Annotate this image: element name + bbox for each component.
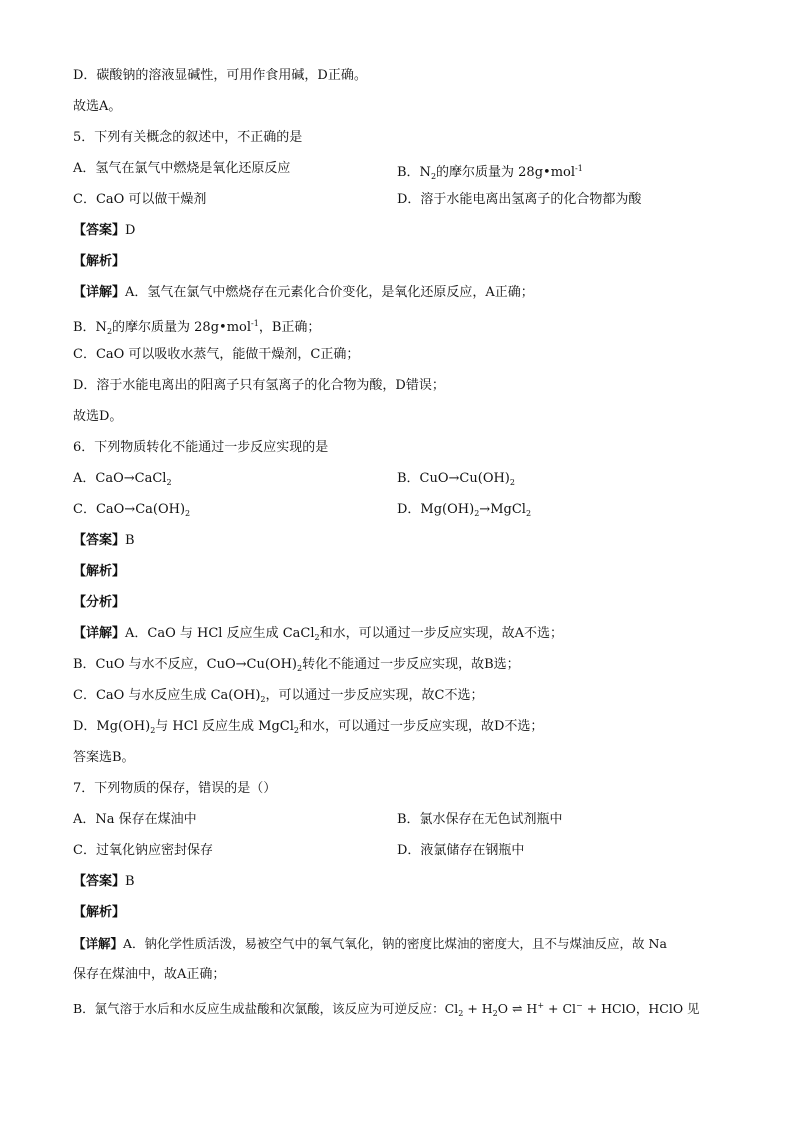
q6-analysis-label: 【解析】 (73, 564, 126, 579)
q7-detail-b: B．氯气溶于水后和水反应生成盐酸和次氯酸，该反应为可逆反应：$Cl_2 + H_2O$ ⇌ H+ + Cl− + HClO，HClO 见 (73, 1001, 700, 1018)
q7-analysis-label: 【解析】 (73, 905, 126, 920)
q7-option-d: D．液氯储存在钢瓶中 (397, 843, 525, 858)
q6-detail-d: D．$Mg(OH)_2$与 HCl 反应生成 MgCl$_2$和水，可以通过一步反应实现，故D不选； (73, 719, 544, 735)
q7-option-b: B．氯水保存在无色试剂瓶中 (397, 812, 563, 827)
q5-option-d: D．溶于水能电离出氢离子的化合物都为酸 (397, 192, 642, 207)
prev-option-d-text: D．碳酸钠的溶液显碱性，可用作食用碱，D正确。 (73, 68, 367, 83)
q5-option-a: A．氢气在氯气中燃烧是氧化还原反应 (73, 161, 291, 176)
q6-answer: 【答案】B (73, 533, 135, 548)
q5-option-c: C．CaO 可以做干燥剂 (73, 192, 207, 207)
q6-detail-b: B．CuO 与水不反应，$CuO\to Cu(OH)_2$转化不能通过一步反应实现，故B选； (73, 657, 520, 673)
q7-answer: 【答案】B (73, 874, 135, 889)
q5-answer-choice: 故选D。 (73, 409, 123, 424)
q6-option-b: B．$CuO\to Cu(OH)_2$ (397, 471, 515, 487)
q5-detail-a: 【详解】A．氢气在氯气中燃烧存在元素化合价变化，是氧化还原反应，A正确； (73, 285, 534, 300)
q5-detail-c: C．CaO 可以吸收水蒸气，能做干燥剂，C正确； (73, 347, 360, 362)
q5-answer: 【答案】D (73, 223, 136, 238)
q7-option-c: C．过氧化钠应密封保存 (73, 843, 213, 858)
q6-detail-a: 【详解】A．CaO 与 HCl 反应生成 CaCl$_2$和水，可以通过一步反应实现，故A不选； (73, 626, 564, 642)
q6-option-a: A．CaO→CaCl$_2$ (73, 471, 172, 487)
q6-option-d: D．$Mg(OH)_2\to MgCl_2$ (397, 502, 532, 518)
q5-detail-d: D．溶于水能电离出的阳离子只有氢离子的化合物为酸，D错误； (73, 378, 445, 393)
q7-option-a: A．Na 保存在煤油中 (73, 812, 197, 827)
q7-stem: 7．下列物质的保存，错误的是（） (73, 781, 277, 796)
q6-option-c: C．$CaO\to Ca(OH)_2$ (73, 502, 191, 518)
prev-answer-choice: 故选A。 (73, 99, 122, 114)
q7-detail-a-line1: 【详解】A．钠化学性质活泼，易被空气中的氧气氧化，钠的密度比煤油的密度大，且不与煤油反应，故 Na (73, 936, 667, 951)
q5-analysis-label: 【解析】 (73, 254, 126, 269)
q6-fenxi-label: 【分析】 (73, 595, 126, 610)
q5-stem: 5．下列有关概念的叙述中，不正确的是 (73, 130, 303, 145)
q6-stem: 6．下列物质转化不能通过一步反应实现的是 (73, 440, 329, 455)
q6-detail-c: C．CaO 与水反应生成 $Ca(OH)_2$，可以通过一步反应实现，故C不选； (73, 688, 484, 704)
q7-detail-a-line2: 保存在煤油中，故A正确； (73, 967, 226, 982)
q6-answer-choice: 答案选B。 (73, 750, 135, 765)
q5-detail-b: B．$N_2$的摩尔质量为 28g•mol$^{-1}$，B正确； (73, 319, 321, 336)
q5-option-b: B．$N_2$的摩尔质量为 28g•mol$^{-1}$ (397, 164, 583, 181)
